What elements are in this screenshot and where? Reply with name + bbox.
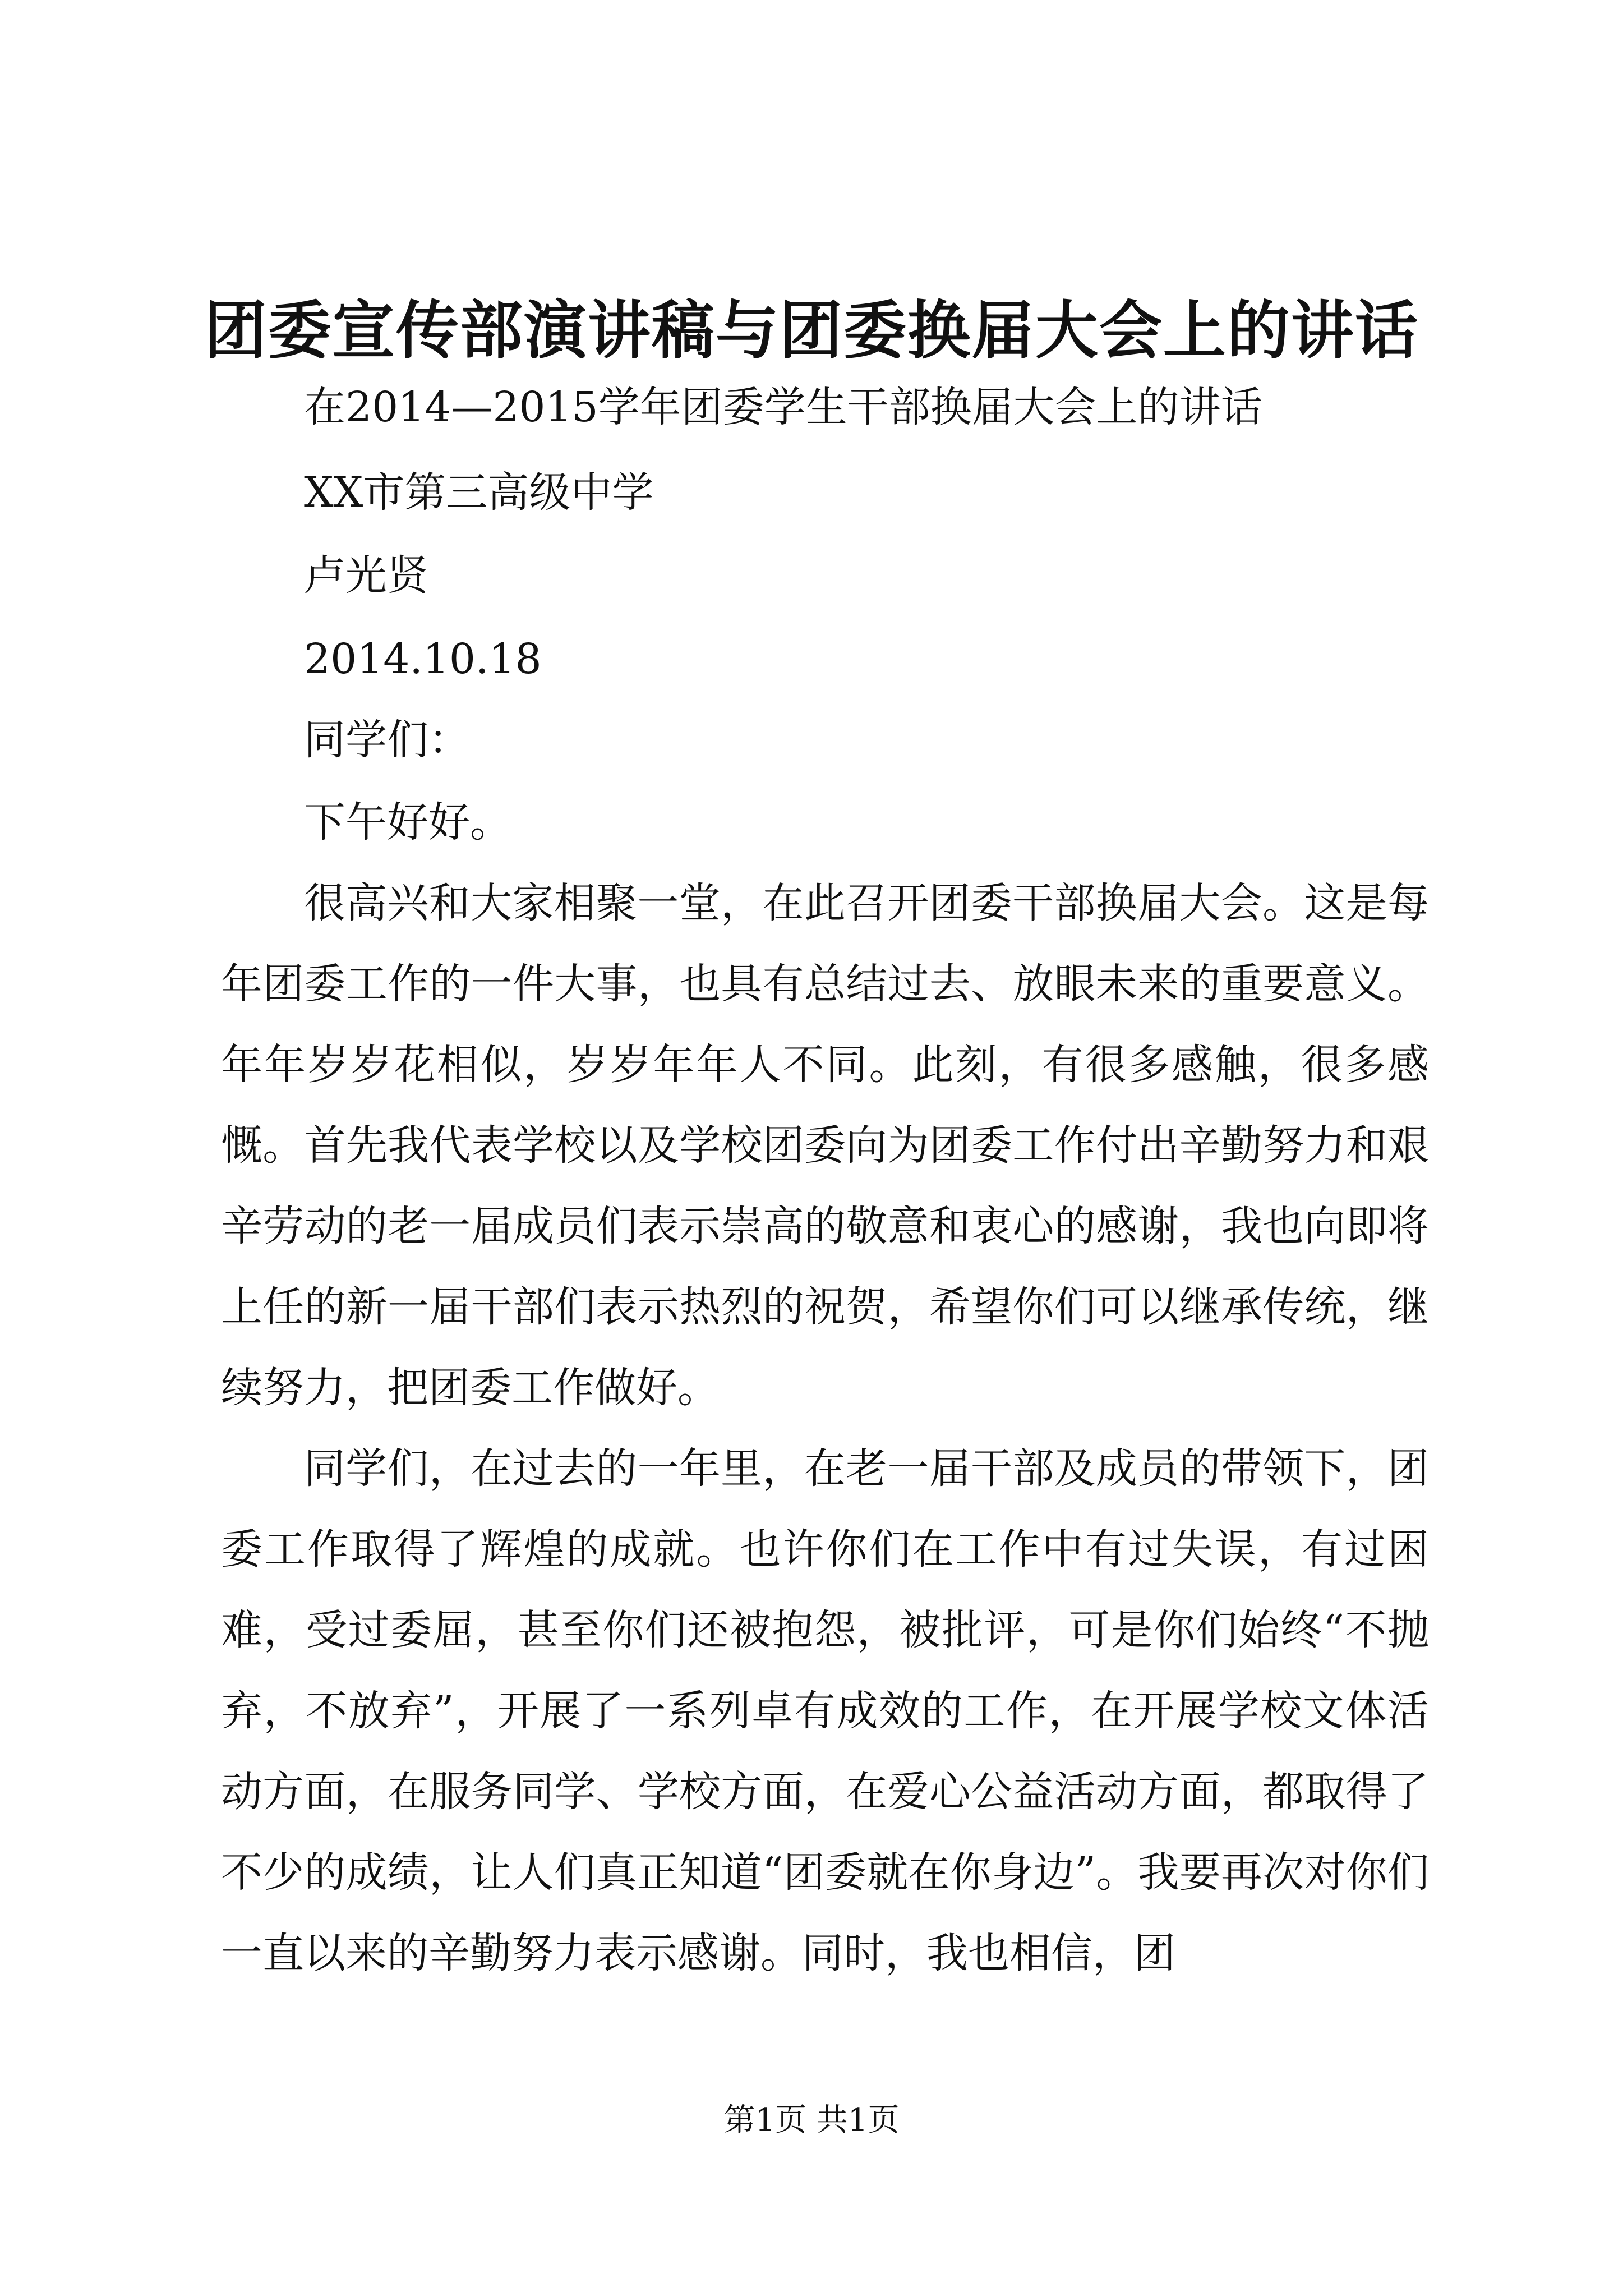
page-number-footer: 第1页 共1页 [723,2102,900,2138]
speech-date: 2014.10.18 [304,635,542,683]
speech-subtitle: 在2014—2015学年团委学生干部换届大会上的讲话 [304,383,1262,431]
author-name: 卢光贤 [304,551,428,600]
school-name: XX市第三高级中学 [304,468,654,517]
greeting: 下午好好。 [304,798,511,846]
document-title: 团委宣传部演讲稿与团委换届大会上的讲话 [204,294,1419,367]
body-paragraph: 很高兴和大家相聚一堂，在此召开团委干部换届大会。这是每年团委工作的一件大事，也具有总结过去、放眼未来的重要意义。年年岁岁花相似，岁岁年年人不同。此刻，有很多感触，很多感慨。首先我代表学校以及学校团委向为团委工作付出辛勤努力和艰辛劳动的老一届成员们表示崇高的敬意和衷心的感谢，我也向即将上任的新一届干部们表示热烈的祝贺，希望你们可以继承传统，继续努力，把团委工作做好。 [221,879,1429,1412]
body-paragraph: 同学们，在过去的一年里，在老一届干部及成员的带领下，团委工作取得了辉煌的成就。也许你们在工作中有过失误，有过困难，受过委屈，甚至你们还被抱怨，被批评，可是你们始终“不抛弃，不放弃”，开展了一系列卓有成效的工作，在开展学校文体活动方面，在服务同学、学校方面，在爱心公益活动方面，都取得了不少的成绩，让人们真正知道“团委就在你身边”。我要再次对你们一直以来的辛勤努力表示感谢。同时，我也相信，团 [221,1444,1429,1977]
salutation: 同学们： [304,716,470,764]
